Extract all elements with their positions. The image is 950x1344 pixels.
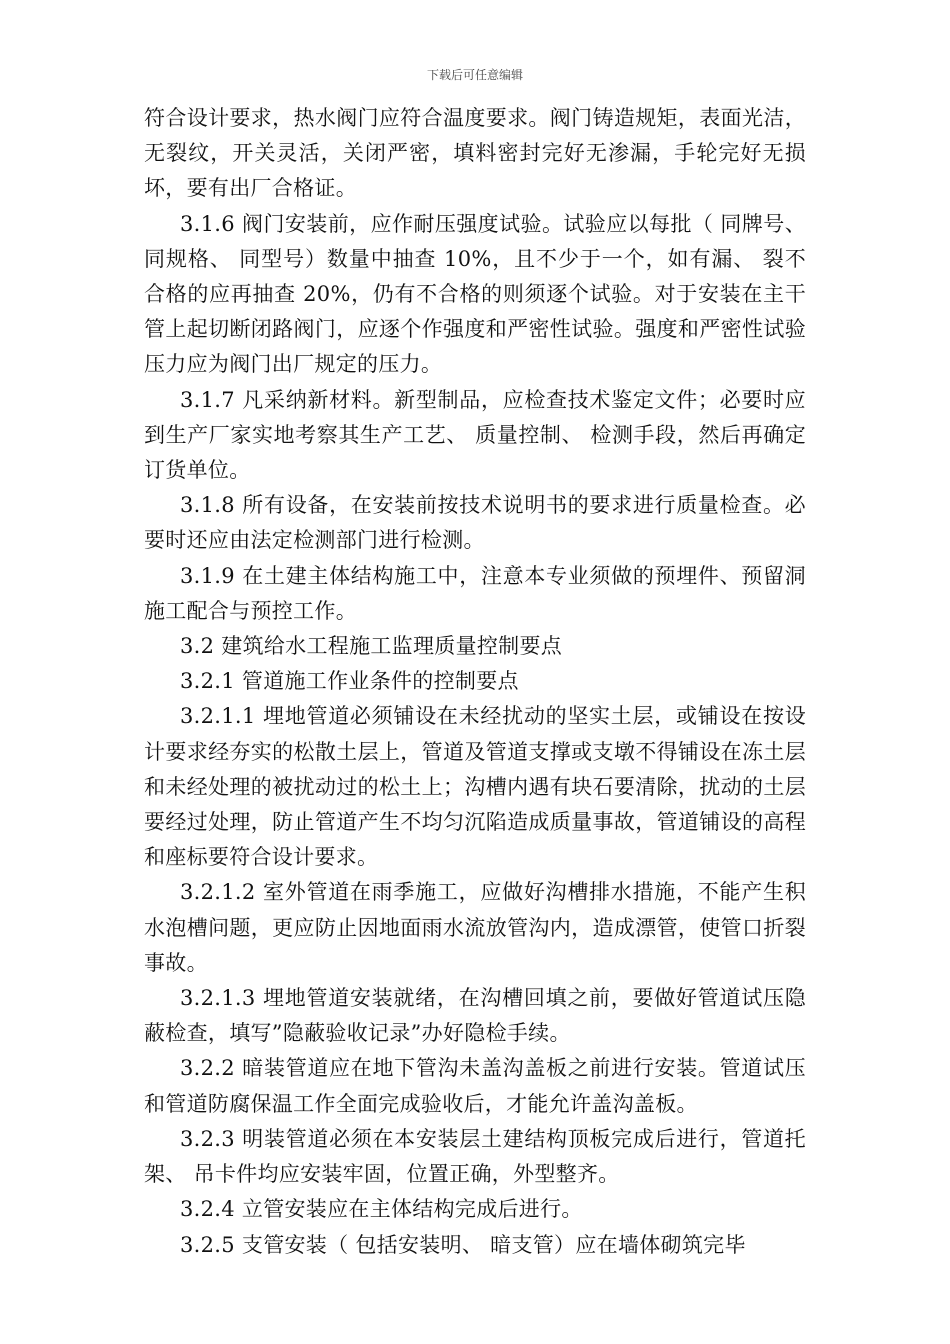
subsection-heading-3-2-1: 3.2.1 管道施工作业条件的控制要点	[180, 669, 519, 694]
paragraph-3-2-2: 3.2.2 暗装管道应在地下管沟未盖沟盖板之前进行安装。管道试压和管道防腐保温工作全面完成验收后，才能允许盖沟盖板。	[144, 1056, 806, 1116]
paragraph-3-1-6: 3.1.6 阀门安装前，应作耐压强度试验。试验应以每批（ 同牌号、 同规格、 同型号）数量中抽查 10%，且不少于一个，如有漏、 裂不合格的应再抽查 20%，仍有不合格的则须逐个试验。对于安装在主干管上起切断闭路阀门，应逐个作强度和严密性试验。强度和严密性试验压力应为阀门出厂规定的压力。	[144, 211, 806, 377]
document-body	[144, 101, 806, 1263]
paragraph-continuation: 符合设计要求，热水阀门应符合温度要求。阀门铸造规矩，表面光洁，无裂纹，开关灵活，关闭严密，填料密封完好无渗漏，手轮完好无损坏，要有出厂合格证。	[144, 106, 806, 201]
page-header: 下载后可任意编辑	[426, 68, 523, 82]
paragraph-3-2-1-1: 3.2.1.1 埋地管道必须铺设在未经扰动的坚实土层，或铺设在按设计要求经夯实的松散土层上，管道及管道支撑或支墩不得铺设在冻土层和未经处理的被扰动过的松土上；沟槽内遇有块石要清除，扰动的土层要经过处理，防止管道产生不均匀沉陷造成质量事故，管道铺设的高程和座标要符合设计要求。	[144, 704, 806, 870]
paragraph-3-2-4: 3.2.4 立管安装应在主体结构完成后进行。	[180, 1197, 583, 1222]
paragraph-3-2-1-3: 3.2.1.3 埋地管道安装就绪，在沟槽回填之前，要做好管道试压隐蔽检查，填写”隐蔽验收记录”办好隐检手续。	[144, 986, 806, 1046]
paragraph-3-2-5: 3.2.5 支管安装（ 包括安装明、 暗支管）应在墙体砌筑完毕	[180, 1232, 746, 1257]
paragraph-3-2-3: 3.2.3 明装管道必须在本安装层土建结构顶板完成后进行，管道托架、 吊卡件均应安装牢固，位置正确，外型整齐。	[144, 1126, 806, 1187]
paragraph-3-1-7: 3.1.7 凡采纳新材料。新型制品，应检查技术鉴定文件；必要时应到生产厂家实地考察其生产工艺、 质量控制、 检测手段，然后再确定订货单位。	[144, 387, 806, 483]
paragraph-3-2-1-2: 3.2.1.2 室外管道在雨季施工，应做好沟槽排水措施，不能产生积水泡槽问题，更应防止因地面雨水流放管沟内，造成漂管，使管口折裂事故。	[144, 880, 806, 975]
paragraph-3-1-8: 3.1.8 所有设备，在安装前按技术说明书的要求进行质量检查。必要时还应由法定检测部门进行检测。	[144, 493, 806, 553]
section-heading-3-2: 3.2 建筑给水工程施工监理质量控制要点	[180, 634, 563, 659]
paragraph-3-1-9: 3.1.9 在土建主体结构施工中，注意本专业须做的预埋件、预留洞施工配合与预控工作。	[144, 563, 806, 623]
